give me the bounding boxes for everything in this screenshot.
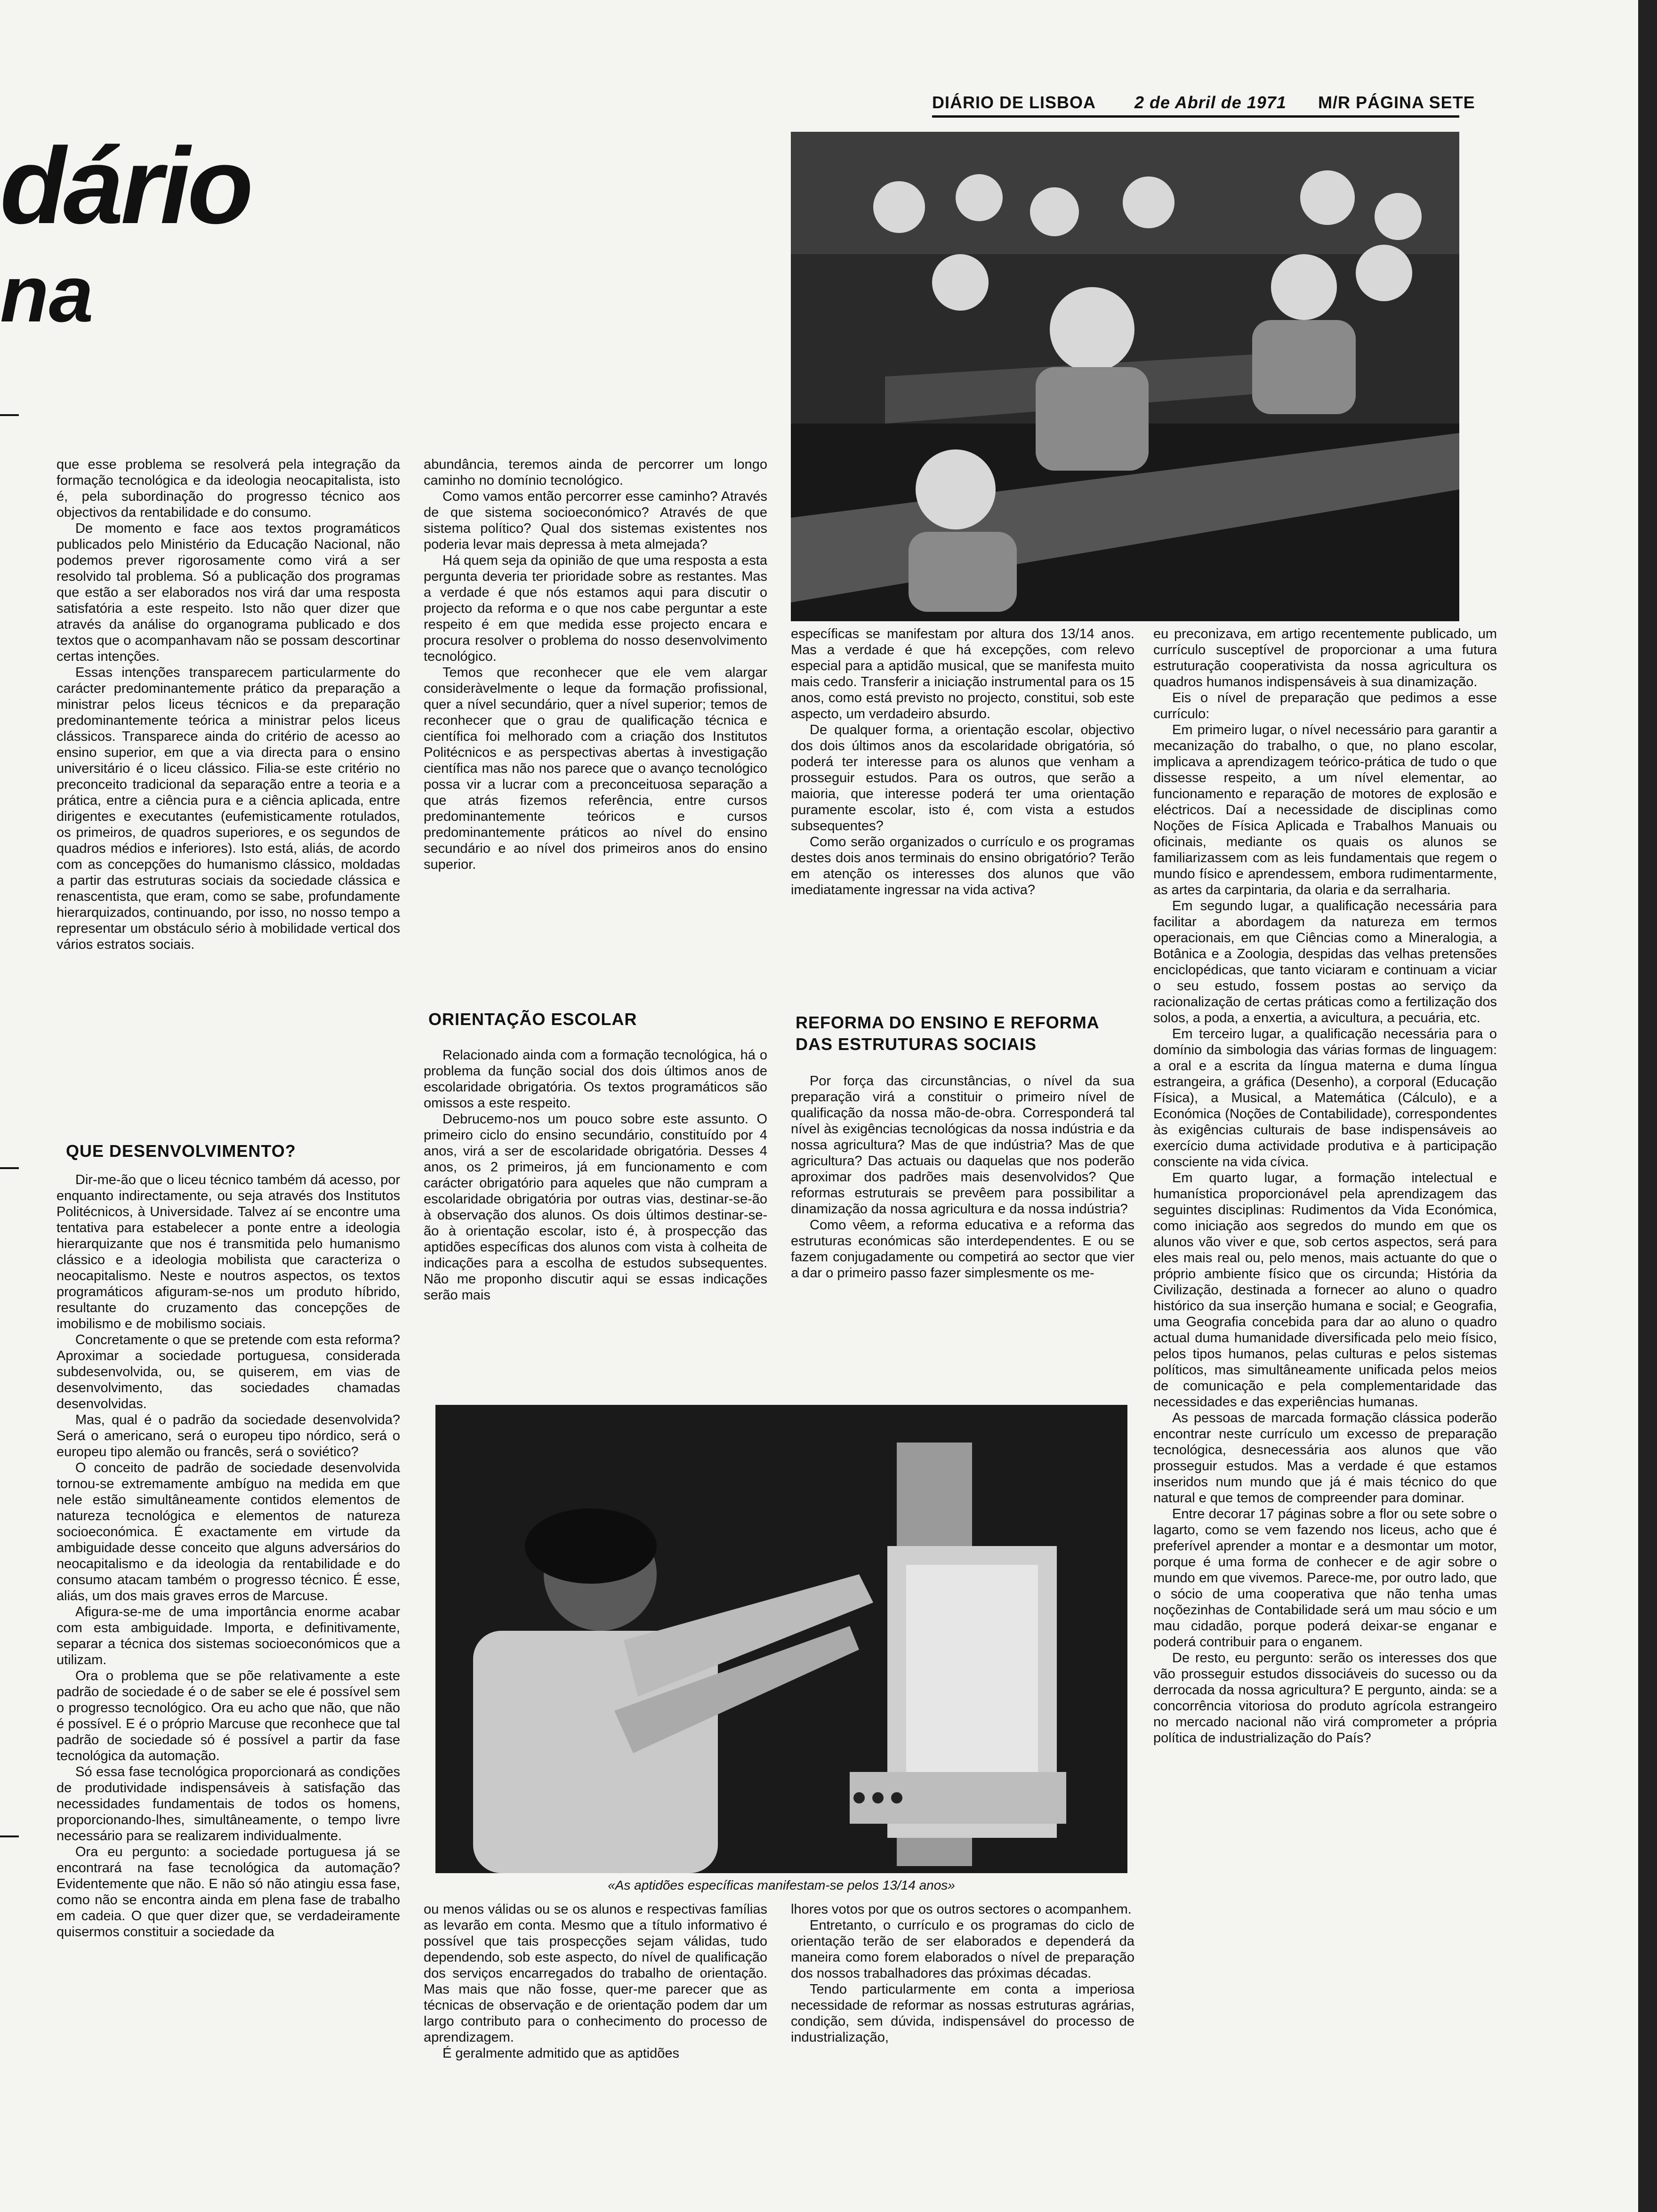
classroom-photo-image (791, 132, 1459, 621)
paragraph: eu preconizava, em artigo recentemente publicado, um currículo susceptível de proporcionar a uma futura estruturação cooperativista da nossa agricultura os quadros humanos indispensáveis à sua dinamização. (1153, 626, 1497, 689)
article-column-3-cont (791, 1073, 1134, 1281)
section-heading: ORIENTAÇÃO ESCOLAR (428, 1010, 637, 1029)
paragraph: É geralmente admitido que as aptidões (442, 2046, 679, 2061)
classroom-photo (791, 132, 1459, 621)
paragraph: Em primeiro lugar, o nível necessário para garantir a mecanização do trabalho, o que, no plano escolar, implicava a aprendizagem teórico-prática de tudo o que dissesse respeito, a um nível elementar, ao funcionamento e reparação de motores de explosão e eléctricos. Daí a necessidade de disciplinas como Noções de Física Aplicada e Trabalhos Manuais ou oficinais, mediante os quais os alunos se familiarizassem com as leis fundamentais que regem o mundo físico e aprendessem, embora rudimentarmente, as artes da carpintaria, da olaria e da serralharia. (1153, 722, 1497, 898)
paragraph: De momento e face aos textos programáticos publicados pelo Ministério da Educação Nacional, não podemos prever rigorosamente como virá a ser resolvido tal problema. Só a publicação dos programas que estão a ser elaborados nos virá dar uma resposta satisfatória a este respeito. Isto não quer dizer que através da análise do organograma publicado e dos textos que o acompanhavam não se possam descortinar certas intenções. (56, 521, 400, 664)
paragraph: Eis o nível de preparação que pedimos a esse currículo: (1153, 690, 1497, 721)
paragraph: específicas se manifestam por altura dos 13/14 anos. Mas a verdade é que há excepções, com relevo especial para a aptidão musical, que se manifesta muito mais cedo. Transferir a iniciação instrumental para os 15 anos, como está previsto no projecto, constitui, sob este aspecto, um verdadeiro absurdo. (791, 626, 1134, 721)
section-heading: QUE DESENVOLVIMENTO? (66, 1141, 296, 1161)
paragraph: Ora eu pergunto: a sociedade portuguesa já se encontrará na fase tecnológica da automação? Evidentemente que não. E não só não atingiu essa fase, como não se encontra ainda em plena fase de trabalho em cadeia. O que quer dizer que, se verdadeiramente quisermos constituir a sociedade da (56, 1844, 400, 1940)
paragraph: Entretanto, o currículo e os programas do ciclo de orientação terão de ser elaborados e dependerá da maneira como forem elaborados o nível de preparação dos nossos trabalhadores das próximas décadas. (791, 1918, 1134, 1981)
issue-date: 2 de Abril de 1971 (1134, 93, 1287, 112)
page-header (932, 92, 1475, 118)
paragraph: Por força das circunstâncias, o nível da sua preparação virá a constituir o primeiro nível de qualificação da nossa mão-de-obra. Corresponderá tal nível às exigências tecnológicas da nossa indústria e da nossa agricultura? Mas de que indústria? Mas de que agricultura? Das actuais ou daquelas que nos poderão aproximar dos padrões mais desenvolvidos? Que reformas estruturais se prevêem para possibilitar a dinamização da nossa agricultura e da nossa indústria? (791, 1074, 1134, 1217)
article-column-3 (791, 626, 1134, 898)
paragraph: Só essa fase tecnológica proporcionará as condições de produtividade indispensáveis à satisfação das necessidades fundamentais de todos os homens, proporcionando-lhes, simultâneamente, o tempo livre necessário para se realizarem individualmente. (56, 1764, 400, 1843)
paragraph: Debrucemo-nos um pouco sobre este assunto. O primeiro ciclo do ensino secundário, constituído por 4 anos, virá a ser de escolaridade obrigatória. Desses 4 anos, os 2 primeiros, já em funcionamento e com carácter obrigatório para aqueles que não cumpram a escolaridade obrigatória por outras vias, destinar-se-ão à observação dos alunos. Os dois últimos destinar-se-ão à orientação escolar, isto é, à prospecção das aptidões específicas dos alunos com vista à colheita de indicações para a escolha de estudos subsequentes. Não me proponho discutir aqui se essas indicações serão mais (424, 1112, 767, 1303)
paragraph: Em segundo lugar, a qualificação necessária para facilitar a abordagem da natureza em termos operacionais, em que Ciências como a Mineralogia, a Botânica e a Zoologia, despidas das velhas pretensões enciclopédicas, que tanto viciaram e continuam a viciar o seu estudo, fossem postas ao serviço da racionalização de certas práticas como a fertilização dos solos, a poda, a enxertia, a avicultura, a pecuária, etc. (1153, 898, 1497, 1026)
paragraph: Concretamente o que se pretende com esta reforma? Aproximar a sociedade portuguesa, considerada subdesenvolvida, ou, se quiserem, em vias de desenvolvimento, das sociedades chamadas desenvolvidas. (56, 1332, 400, 1411)
paragraph: O conceito de padrão de sociedade desenvolvida tornou-se extremamente ambíguo na medida em que nele estão simultâneamente contidos elementos de natureza tecnológica e elementos de natureza socioeconómica. É exactamente em virtude da ambiguidade desse conceito que alguns adversários do neocapitalismo e da ideologia da rentabilidade e do consumo atacam também o progresso técnico. É esse, aliás, um dos mais graves erros de Marcuse. (56, 1460, 400, 1603)
article-column-2-bottom (424, 1901, 767, 2061)
article-column-2-cont (424, 1047, 767, 1303)
paragraph: Há quem seja da opinião de que uma resposta a esta pergunta deveria ter prioridade sobre as restantes. Mas a verdade é que nós estamos aqui para discutir o projecto da reforma e o que nos cabe perguntar a este respeito é em que medida esse projecto encara e procura resolver o problema do nosso desenvolvimento tecnológico. (424, 553, 767, 664)
paragraph: Em quarto lugar, a formação intelectual e humanística proporcionável pela aprendizagem das seguintes disciplinas: Rudimentos da Vida Económica, como iniciação aos segredos do mundo em que os alunos vão viver e que, sob certos aspectos, será para eles mais real ou, pelo menos, mais actuante do que o próprio ambiente físico que os circunda; História da Civilização, destinada a fornecer ao aluno o quadro histórico da sua inserção humana e social; e Geografia, uma Geografia concebida para dar ao aluno o quadro actual duma humanidade diversificada pelo meio físico, pelos tipos humanos, pelas culturas e pelos sistemas políticos, mas simultâneamente unificada pelos meios de comunicação e pela complementaridade das necessidades e das experiências humanas. (1153, 1170, 1497, 1410)
paragraph: abundância, teremos ainda de percorrer um longo caminho no domínio tecnológico. (424, 457, 767, 488)
newspaper-name: DIÁRIO DE LISBOA (932, 93, 1096, 112)
paragraph: Como vamos então percorrer esse caminho? Através de que sistema socioeconómico? Através de que sistema político? Qual dos sistemas existentes nos poderia levar mais depressa à meta almejada? (424, 489, 767, 552)
article-column-1-cont (56, 1172, 400, 1940)
paragraph: Como vêem, a reforma educativa e a reforma das estruturas económicas são interdependentes. E ou se fazem conjugadamente ou competirá ao sector que vier a dar o primeiro passo fazer simplesmente os me- (791, 1218, 1134, 1281)
paragraph: Ora o problema que se põe relativamente a este padrão de sociedade é o de saber se ele é possível sem o progresso tecnológico. Ora eu acho que não, que não é possível. E é o próprio Marcuse que reconhece que tal padrão de sociedade só é possível a partir da fase tecnológica da automação. (56, 1668, 400, 1763)
paragraph: De qualquer forma, a orientação escolar, objectivo dos dois últimos anos da escolaridade obrigatória, só poderá ter interesse para os alunos que venham a prosseguir estudos. Para os outros, que serão a maioria, que interesse poderá ter uma orientação puramente escolar, isto é, com vista a estudos subsequentes? (791, 722, 1134, 834)
page-number: M/R PÁGINA SETE (1318, 93, 1475, 112)
article-column-2 (424, 457, 767, 873)
article-title-fragment-2: na (0, 249, 94, 339)
paragraph: Afigura-se-me de uma importância enorme acabar com esta ambiguidade. Importa, e definitivamente, separar a técnica dos sistemas socioeconómicos que a utilizam. (56, 1604, 400, 1667)
margin-mark (0, 1835, 19, 1837)
margin-mark (0, 1167, 19, 1169)
paragraph: ou menos válidas ou se os alunos e respectivas famílias as levarão em conta. Mesmo que a título informativo é possível que tais prospecções sejam válidas, tudo dependendo, sob este aspecto, do nível de qualificação dos serviços encarregados do trabalho de orientação. Mas mais que não fosse, quer-me parecer que as técnicas de observação e de orientação podem dar um largo contributo para o conhecimento do processo de aprendizagem. (424, 1902, 767, 2045)
paragraph: Temos que reconhecer que ele vem alargar consideràvelmente o leque da formação profissional, quer a nível secundário, quer a nível superior; temos de reconhecer que o grau de qualificação técnica e científica foi melhorado com a criação dos Institutos Politécnicos e as perspectivas abertas à investigação científica mas não nos parece que o avanço tecnológico possa vir a lucrar com a preconceituosa separação a que atrás fizemos referência, entre cursos predominantemente teóricos e cursos predominantemente práticos ao nível do ensino secundário e ao nível dos primeiros anos do ensino superior. (424, 665, 767, 872)
paragraph: lhores votos por que os outros sectores o acompanhem. (791, 1902, 1132, 1917)
paragraph: Dir-me-ão que o liceu técnico também dá acesso, por enquanto indirectamente, ou seja através dos Institutos Politécnicos, à Universidade. Talvez aí se encontre uma tentativa para estabelecer a ponte entre a ideologia hierarquizante que nos é transmitida pelo humanismo clássico e a ideologia mobilista que caracteriza o neocapitalismo. Neste e noutros aspectos, os textos programáticos afiguram-se-nos um produto híbrido, resultante do cruzamento das concepções de imobilismo e de mobilismo sociais. (56, 1172, 400, 1331)
photo-caption: «As aptidões específicas manifestam-se pelos 13/14 anos» (608, 1878, 955, 1892)
margin-mark (0, 414, 19, 416)
paragraph: Mas, qual é o padrão da sociedade desenvolvida? Será o americano, será o europeu tipo nórdico, será o europeu tipo alemão ou francês, será o soviético? (56, 1412, 400, 1459)
student-machine-photo (435, 1405, 1127, 1873)
article-column-4 (1153, 626, 1497, 1746)
paragraph: Entre decorar 17 páginas sobre a flor ou sete sobre o lagarto, como se vem fazendo nos liceus, acho que é preferível aprender a montar e a desmontar um motor, porque é uma forma de conhecer e de agir sobre o mundo em que vivemos. Parece-me, por outro lado, que o sócio de uma cooperativa que não tenha umas noçõezinhas de Contabilidade será um mau sócio e um mau cidadão, porque poderá deixar-se enganar e poderá contribuir para o enganem. (1153, 1507, 1497, 1650)
paragraph: Como serão organizados o currículo e os programas destes dois anos terminais do ensino obrigatório? Terão em atenção os interesses dos alunos que vão imediatamente ingressar na vida activa? (791, 834, 1134, 898)
article-column-1 (56, 457, 400, 953)
article-column-3-bottom (791, 1901, 1134, 2045)
paragraph: Relacionado ainda com a formação tecnológica, há o problema da função social dos dois últimos anos de escolaridade obrigatória. Os textos programáticos são omissos a este respeito. (424, 1048, 767, 1111)
paragraph: As pessoas de marcada formação clássica poderão encontrar neste currículo um excesso de preparação tecnológica, desnecessária aos alunos que vão prosseguir estudos. Mas a verdade é que estamos inseridos num mundo que já é mais técnico do que natural e que temos de compreender para dominar. (1153, 1411, 1497, 1506)
paragraph: que esse problema se resolverá pela integração da formação tecnológica e da ideologia neocapitalista, isto é, pela subordinação do progresso técnico aos objectivos da rentabilidade e do consumo. (56, 457, 400, 520)
paragraph: Tendo particularmente em conta a imperiosa necessidade de reformar as nossas estruturas agrárias, condição, sem dúvida, indispensável do processo de industrialização, (791, 1982, 1134, 2045)
paragraph: De resto, eu pergunto: serão os interesses dos que vão prosseguir estudos dissociáveis do sucesso ou da derrocada da nossa agricultura? E pergunto, ainda: se a concorrência vitoriosa do produto agrícola estrangeiro no mercado nacional não virá comprometer a própria política de industrialização do País? (1153, 1651, 1497, 1746)
article-title-fragment: dário (0, 125, 251, 246)
paragraph: Essas intenções transparecem particularmente do carácter predominantemente prático da preparação a ministrar pelos liceus técnicos e da preparação predominantemente teórica a ministrar pelos liceus clássicos. Transparece ainda do critério de acesso ao ensino superior, em que a via directa para o ensino universitário é o liceu clássico. Filia-se este critério no preconceito tradicional da separação entre a teoria e a prática, entre a ciência pura e a ciência aplicada, entre dirigentes e executantes (eufemisticamente rotulados, os primeiros, de quadros superiores, e os segundos de quadros médios e inferiores). Isto está, aliás, de acordo com as concepções do humanismo clássico, moldadas a partir das estruturas sociais da sociedade clássica e renascentista, que eram, como se sabe, profundamente hierarquizados, continuando, por isso, no nosso tempo a representar um obstáculo sério à mobilidade vertical dos vários estratos sociais. (56, 665, 400, 952)
section-heading: REFORMA DO ENSINO E REFORMA DAS ESTRUTURAS SOCIAIS (796, 1013, 1099, 1054)
student-machine-photo-image (435, 1405, 1127, 1873)
page-edge (1638, 0, 1657, 2212)
paragraph: Em terceiro lugar, a qualificação necessária para o domínio da simbologia das várias formas de linguagem: a oral e a escrita da língua materna e duma língua estrangeira, a gráfica (Desenho), a corporal (Educação Física), a Musical, a Matemática (Cálculo), e a Económica (Noções de Contabilidade), correspondentes às exigências culturais de base indispensáveis ao exercício duma actividade produtiva e à participação consciente na vida cívica. (1153, 1026, 1497, 1170)
